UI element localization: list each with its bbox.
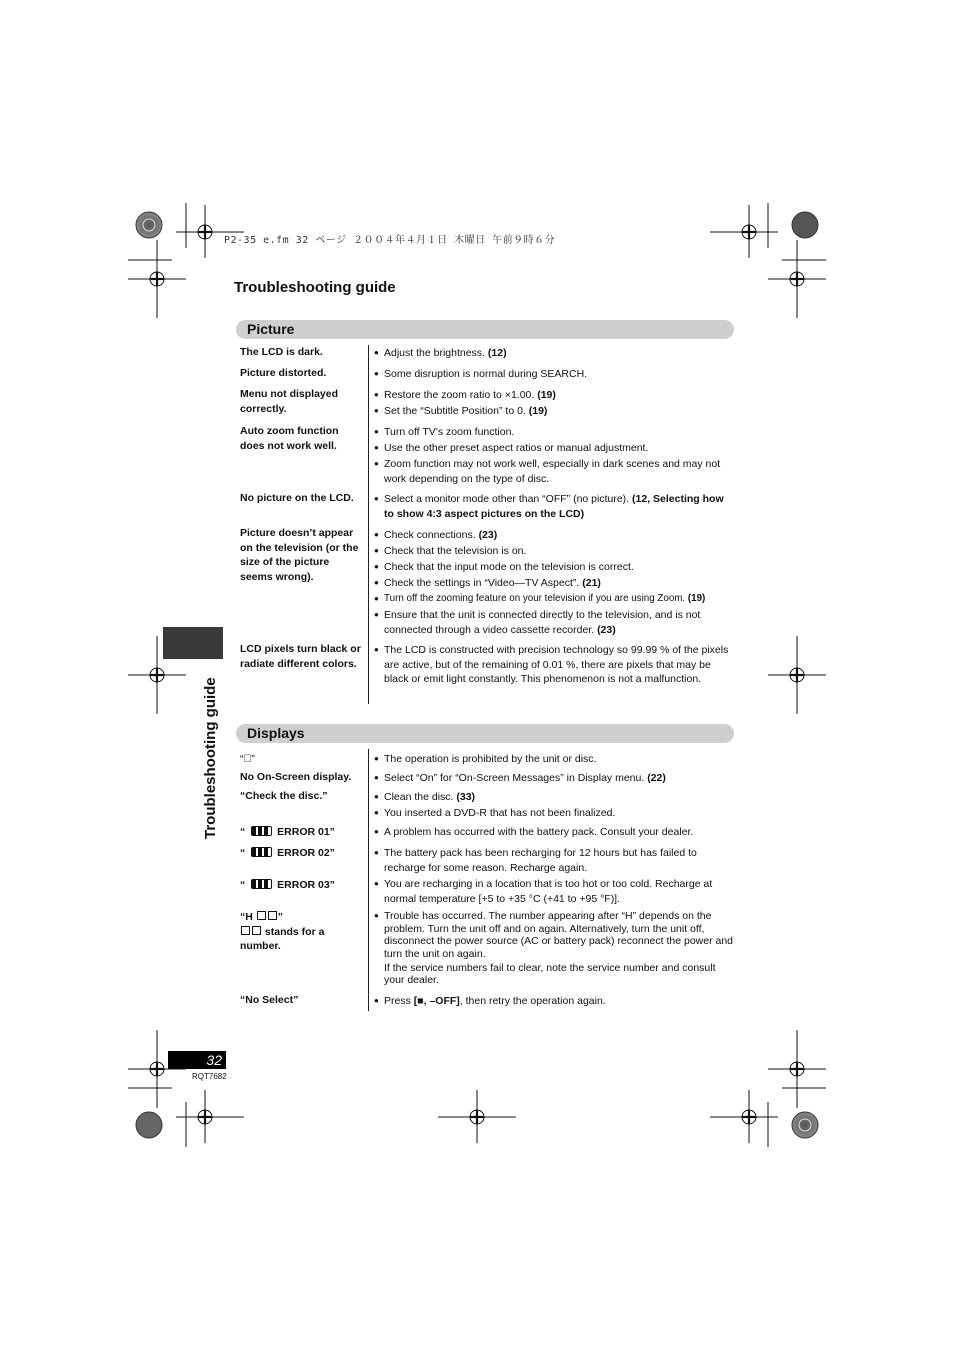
symptom: “Check the disc.” (240, 790, 328, 802)
remedy-item: ● The LCD is constructed with precision technology so 99.99 % of the pixels are active, but of the remaining of 0.01 %, there are pixels that may be black or emit light constantly. This phenomenon is not a malfunction. (374, 643, 734, 687)
model-code: RQT7682 (192, 1072, 227, 1081)
symptom: Picture doesn’t appear on the television (or the size of the picture seems wrong). (240, 527, 359, 583)
remedy-list (374, 528, 734, 639)
remedy-item: ● Check that the input mode on the television is correct. (374, 560, 734, 575)
symptom: No picture on the LCD. (240, 492, 354, 504)
remedy-list (374, 643, 734, 688)
symptom: Auto zoom function does not work well. (240, 425, 339, 452)
remedy-item: ● Set the “Subtitle Position” to 0. (19) (374, 404, 734, 419)
remedy-list (374, 492, 734, 523)
battery-icon (251, 879, 272, 889)
remedy-item: ● Some disruption is normal during SEARCH. (374, 367, 734, 382)
remedy-item: ● Turn off TV’s zoom function. (374, 425, 734, 440)
picture-section-bar (236, 320, 734, 339)
remedy-item: ● A problem has occurred with the battery pack. Consult your dealer. (374, 825, 734, 840)
symptom: “ ERROR 01” (240, 826, 335, 838)
remedy-item: ● Press [■, –OFF], then retry the operation again. (374, 994, 734, 1009)
remedy-item: ● Select “On” for “On-Screen Messages” in Display menu. (22) (374, 771, 734, 786)
remedy-item: ● You inserted a DVD-R that has not been finalized. (374, 806, 734, 821)
symptom: LCD pixels turn black or radiate different colors. (240, 643, 361, 670)
remedy-item: ● The operation is prohibited by the unit or disc. (374, 752, 734, 767)
remedy-item: ● Clean the disc. (33) (374, 790, 734, 805)
remedy-list (374, 346, 734, 362)
picture-section-title: Picture (247, 321, 295, 337)
remedy-item: ● Adjust the brightness. (12) (374, 346, 734, 361)
page-number: 32 (168, 1051, 226, 1069)
battery-icon (251, 847, 272, 857)
remedy-item: ● Select a monitor mode other than “OFF” (no picture). (12, Selecting how to show 4:3 aspect pictures on the LCD) (374, 492, 734, 521)
print-meta-line: P2-35 e.fm 32 ページ ２００４年４月１日 木曜日 午前９時６分 (224, 235, 556, 246)
digit-box-icon (268, 911, 277, 920)
section-tab (163, 627, 223, 659)
remedy-item: ● Use the other preset aspect ratios or manual adjustment. (374, 441, 734, 456)
remedy-item: If the service numbers fail to clear, note the service number and consult your dealer. (384, 961, 716, 987)
remedy-item: ● Trouble has occurred. The number appearing after “H” depends on the problem. Turn the unit off and on again. Alternatively, turn the unit off, disconnect the power source (AC or battery pack) reconnect the power and turn the unit on again. (374, 910, 734, 960)
remedy-list (374, 388, 734, 420)
remedy-item: ● Check connections. (23) (374, 528, 734, 543)
digit-box-icon (241, 926, 250, 935)
prohibited-symbol: “⃠” (240, 753, 255, 765)
symptom: “ ERROR 03” (240, 879, 335, 891)
remedy-list (374, 994, 734, 1010)
symptom: “H ” stands for a number. (240, 911, 325, 952)
remedy-item: ● Zoom function may not work well, especially in dark scenes and may not work depending on the type of disc. (374, 457, 734, 486)
remedy-item: ● The battery pack has been recharging for 12 hours but has failed to recharge for some reason. Recharge again. (374, 846, 734, 875)
picture-divider (368, 345, 369, 704)
symptom: Menu not displayed correctly. (240, 388, 339, 415)
displays-divider (368, 749, 369, 1011)
remedy-list (374, 825, 734, 841)
remedy-item: ● Check the settings in “Video—TV Aspect”. (21) (374, 576, 734, 591)
battery-icon (251, 826, 272, 836)
remedy-list (374, 910, 734, 989)
displays-section-bar (236, 724, 734, 743)
remedy-item: ● Turn off the zooming feature on your television if you are using Zoom. (19) (374, 592, 734, 607)
remedy-list (374, 877, 734, 908)
symptom: “ ERROR 02” (240, 847, 335, 859)
digit-box-icon (257, 911, 266, 920)
remedy-item: ● Restore the zoom ratio to ×1.00. (19) (374, 388, 734, 403)
symptom: No On-Screen display. (240, 771, 352, 783)
remedy-list (374, 752, 734, 768)
remedy-item: ● Ensure that the unit is connected directly to the television, and is not connected through a video cassette recorder. (23) (374, 608, 734, 637)
symptom: Picture distorted. (240, 367, 327, 379)
page-title: Troubleshooting guide (234, 279, 396, 296)
digit-box-icon (252, 926, 261, 935)
remedy-list (374, 846, 734, 877)
displays-section-title: Displays (247, 725, 305, 741)
remedy-list (374, 367, 734, 383)
symptom: “No Select” (240, 994, 299, 1006)
remedy-list (374, 425, 734, 488)
symptom: The LCD is dark. (240, 346, 323, 358)
remedy-item: ● You are recharging in a location that is too hot or too cold. Recharge at normal temperature [+5 to +35 °C (+41 to +95 °F)]. (374, 877, 734, 906)
remedy-item: ● Check that the television is on. (374, 544, 734, 559)
side-section-label: Troubleshooting guide (202, 677, 219, 839)
remedy-list (374, 771, 734, 787)
remedy-list (374, 790, 734, 822)
